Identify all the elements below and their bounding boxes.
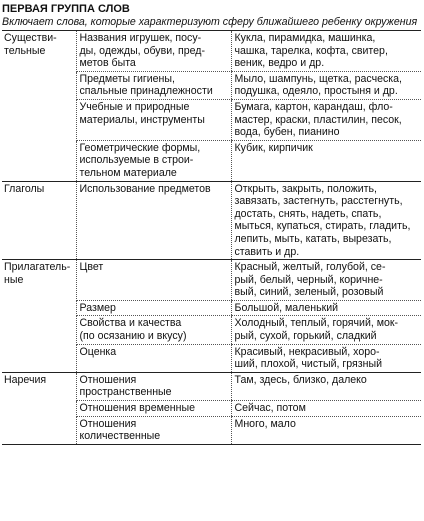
words-line: Красный, желтый, голубой, се- [234,261,386,274]
words-line: Кукла, пирамидка, машинка, [234,32,376,44]
category-cell [2,181,76,260]
words-cell [231,71,421,99]
subcategory-line: пространственные [79,386,172,399]
word-groups-table-body [2,31,421,444]
subcategory-line: Размер [79,301,116,314]
subcategory-line: материалы, инструменты [79,113,205,126]
subcategory-cell [76,401,231,417]
subcategory-cell [76,344,231,372]
subcategory-cell [76,31,231,71]
category-cell [2,372,76,444]
words-line: мастер, краски, пластилин, песок, [234,113,402,126]
subcategory-cell [76,140,231,181]
subcategory-cell [76,416,231,444]
subcategory-line: Оценка [79,345,117,358]
words-line: ставить и др. [234,245,300,258]
words-line: чашка, тарелка, кофта, свитер, [234,44,388,57]
words-cell [231,344,421,372]
subcategory-line: Цвет [79,261,104,274]
table-subtitle: Включает слова, которые характеризуют сферу ближайшего ребенку окружения [2,16,421,31]
words-cell [231,99,421,140]
subcategory-line: Предметы гигиены, [79,72,175,85]
subcategory-line: спальные принадлежности [79,85,213,98]
words-line: Мыло, шампунь, щетка, расческа, [234,72,402,85]
words-cell [231,140,421,181]
words-line: Сейчас, потом [234,402,306,415]
words-cell [231,316,421,344]
words-line: Красивый, некрасивый, хоро- [234,345,380,358]
category-line: Глаголы [4,182,45,195]
table-row [2,31,421,71]
words-line: вый, синий, зеленый, розовый [234,286,384,299]
words-line: Бумага, картон, карандаш, фло- [234,100,393,113]
word-groups-document [2,3,421,445]
words-cell [231,181,421,260]
word-groups-table [2,31,421,445]
subcategory-cell [76,372,231,400]
table-title: ПЕРВАЯ ГРУППА СЛОВ [2,3,130,15]
words-line: Кубик, кирпичик [234,141,313,154]
subcategory-line: Учебные и природные [79,100,190,113]
subcategory-line: Отношения [79,373,137,386]
subcategory-line: Использование предметов [79,182,211,195]
words-line: Там, здесь, близко, далеко [234,373,367,386]
subcategory-line: Названия игрушек, посу- [79,32,202,44]
subcategory-cell [76,300,231,316]
category-cell [2,31,76,181]
words-cell [231,416,421,444]
words-line: веник, ведро и др. [234,57,325,70]
subcategory-line: количественные [79,430,161,443]
table-row [2,181,421,260]
category-cell [2,260,76,373]
words-line: мыться, купаться, стирать, гладить, [234,220,411,233]
subcategory-line: ды, одежды, обуви, пред- [79,44,206,57]
category-line: Прилагатель- [4,261,71,274]
subcategory-line: (по осязанию и вкусу) [79,330,187,343]
category-line: Наречия [4,373,47,386]
words-line: достать, снять, надеть, спать, [234,207,382,220]
words-line: рый, сухой, горький, сладкий [234,330,377,343]
words-cell [231,372,421,400]
words-line: подушка, одеяло, простыня и др. [234,85,398,98]
words-line: Много, мало [234,417,296,430]
words-line: Открыть, закрыть, положить, [234,182,377,195]
subcategory-cell [76,181,231,260]
table-row [2,260,421,301]
subcategory-line: Свойства и качества [79,317,182,330]
words-line: Холодный, теплый, горячий, мок- [234,317,399,330]
words-line: ший, плохой, чистый, грязный [234,358,383,371]
subcategory-line: Отношения временные [79,402,195,415]
words-cell [231,300,421,316]
category-line: тельные [4,44,46,57]
words-cell [231,401,421,417]
subcategory-line: Геометрические формы, [79,141,201,154]
subcategory-line: тельном материале [79,166,177,179]
table-row [2,372,421,400]
words-line: рый, белый, черный, коричне- [234,273,383,286]
subcategory-cell [76,99,231,140]
subcategory-line: используемые в строи- [79,154,194,167]
subcategory-cell [76,71,231,99]
subcategory-line: Отношения [79,417,137,430]
category-line: Существи- [4,32,57,44]
words-line: завязать, застегнуть, расстегнуть, [234,195,403,208]
words-cell [231,31,421,71]
words-line: вода, бубен, пианино [234,126,340,139]
words-line: Большой, маленький [234,301,339,314]
words-cell [231,260,421,301]
subcategory-line: метов быта [79,57,136,70]
subcategory-cell [76,316,231,344]
subcategory-cell [76,260,231,301]
words-line: лепить, мыть, катать, вырезать, [234,232,392,245]
category-line: ные [4,273,24,286]
